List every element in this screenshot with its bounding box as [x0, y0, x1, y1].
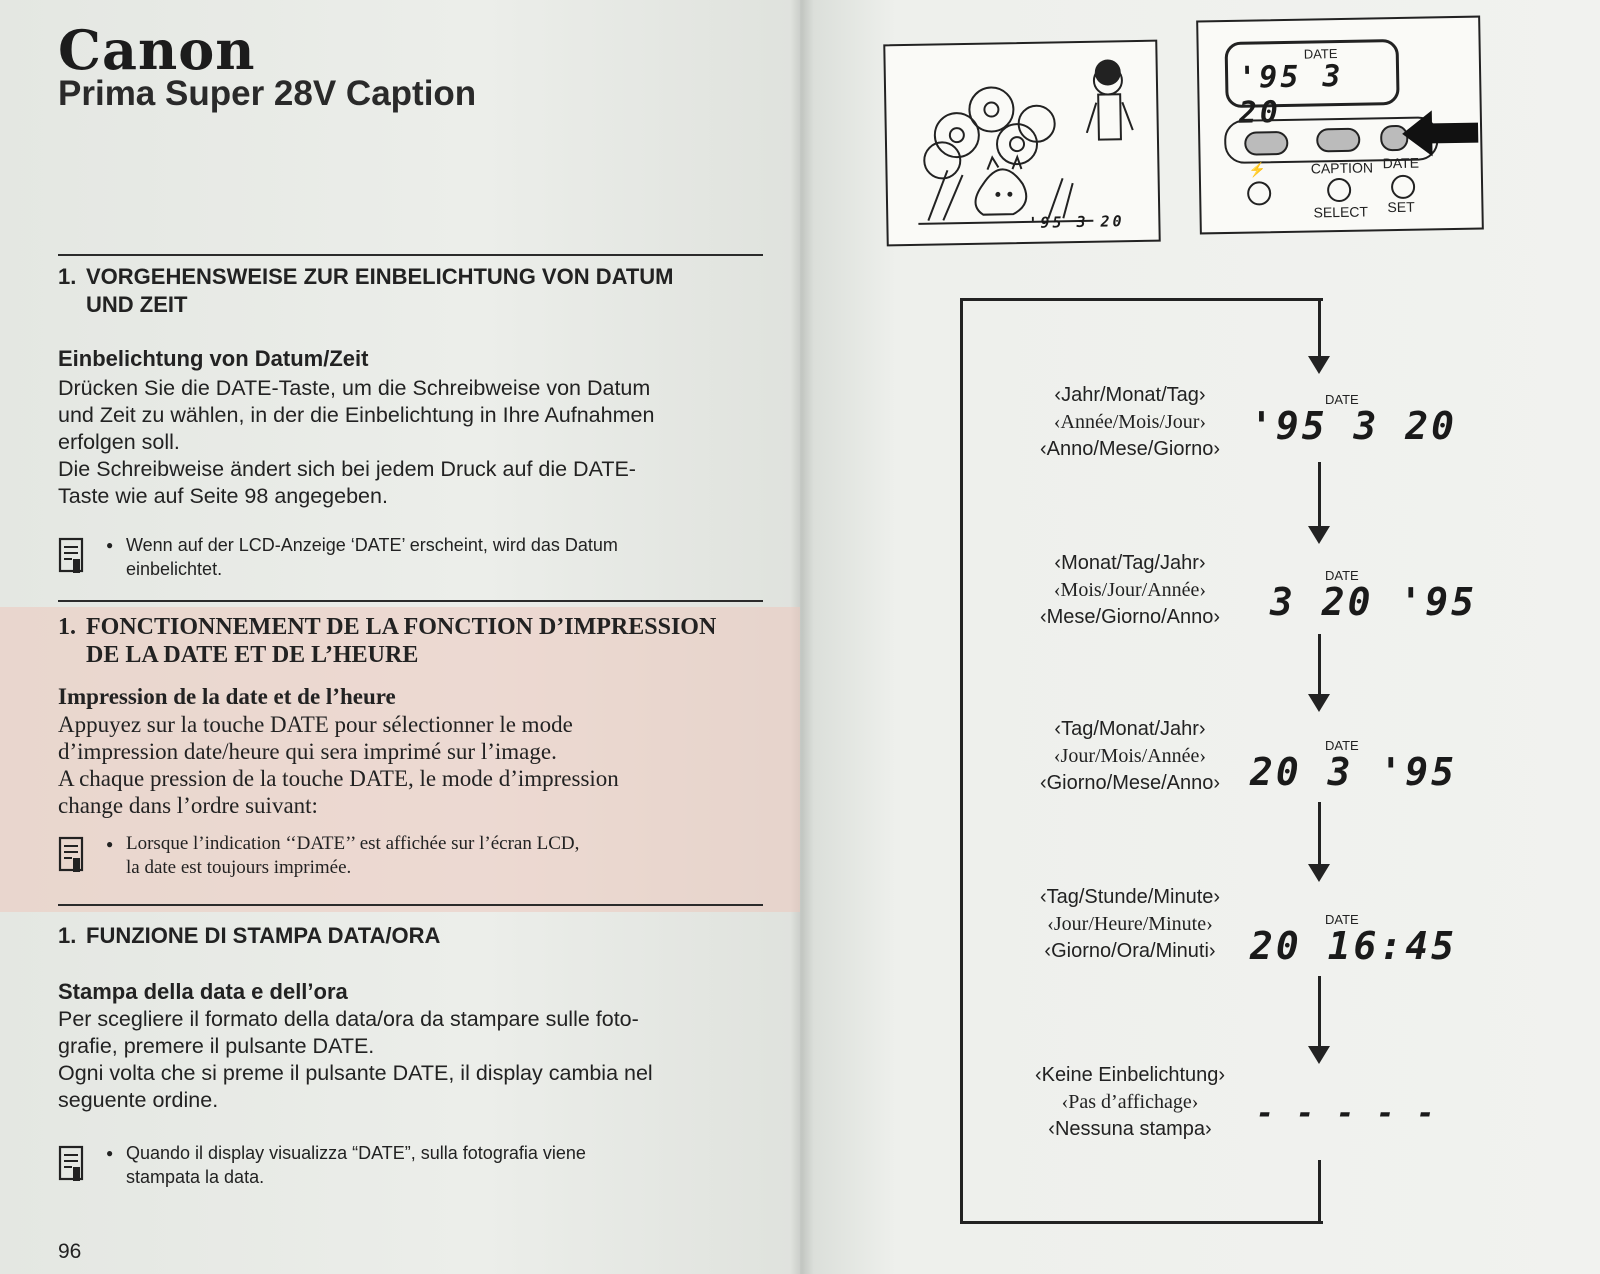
body-line: Taste wie auf Seite 98 angegeben.: [58, 484, 388, 508]
step-3-date-tag: DATE: [1325, 738, 1359, 753]
note-text: [126, 533, 746, 581]
body-line: Ogni volta che si preme il pulsante DATE, il display cambia nel: [58, 1061, 653, 1085]
date-label: DATE: [1382, 154, 1420, 172]
label-italian: ‹Giorno/Mese/Anno›: [1039, 772, 1221, 794]
note-line: ● Quando il display visualizza “DATE”, sulla fotografia viene: [126, 1143, 586, 1163]
note-line: stampata la data.: [126, 1167, 265, 1187]
label-french: ‹Jour/Mois/Année›: [1053, 745, 1207, 767]
label-french: ‹Mois/Jour/Année›: [1053, 579, 1207, 601]
flow-step-3-label: [1000, 716, 1260, 797]
note-line: einbelichtet.: [126, 559, 223, 579]
german-body: [58, 375, 748, 510]
body-line: Drücken Sie die DATE-Taste, um die Schreibweise von Datum: [58, 376, 651, 400]
flow-step-4-label: [1000, 884, 1260, 965]
body-line: Die Schreibweise ändert sich bei jedem Druck auf die DATE-: [58, 457, 636, 481]
self-timer-button[interactable]: [1247, 181, 1271, 205]
step-2-display: 3 20 '95: [1270, 580, 1478, 624]
body-line: Appuyez sur la touche DATE pour sélectionner le mode: [58, 712, 573, 737]
section-divider: [58, 254, 763, 256]
note-line: la date est toujours imprimée.: [126, 857, 352, 878]
body-line: grafie, premere il pulsante DATE.: [58, 1034, 375, 1058]
french-title-line1: FONCTIONNEMENT DE LA FONCTION D’IMPRESSION: [86, 614, 717, 640]
note-line: ● Lorsque l’indication ‘‘DATE’’ est affichée sur l’écran LCD,: [126, 833, 580, 854]
caption-label: CAPTION: [1310, 159, 1374, 177]
caption-button[interactable]: [1316, 128, 1360, 153]
body-line: und Zeit zu wählen, in der die Einbelichtung in Ihre Aufnahmen: [58, 403, 655, 427]
flow-arrow-head: [1308, 526, 1330, 544]
set-label: SET: [1387, 198, 1415, 216]
step-1-display: '95 3 20: [1250, 404, 1458, 448]
product-title: Prima Super 28V Caption: [58, 74, 477, 113]
select-button[interactable]: [1327, 178, 1351, 202]
memo-icon: [58, 836, 86, 879]
italian-section-title: [58, 922, 758, 950]
lcd-value: '95 3 20: [1237, 58, 1344, 131]
flow-arrow-head: [1308, 864, 1330, 882]
french-title-line2: DE LA DATE ET DE L’HEURE: [86, 642, 419, 668]
label-italian: ‹Mese/Giorno/Anno›: [1039, 606, 1221, 628]
step-4-display: 20 16:45: [1250, 924, 1458, 968]
section-number: 1.: [58, 264, 77, 289]
photo-date-imprint: '95 3 20: [1028, 212, 1125, 232]
note-text: [126, 1141, 746, 1189]
brand-logo: Canon: [58, 18, 256, 82]
pointing-arrow-icon: [1400, 108, 1481, 159]
body-line: A chaque pression de la touche DATE, le mode d’impression: [58, 766, 619, 791]
flow-arrow-line: [1318, 298, 1321, 358]
label-french: ‹Pas d’affichage›: [1061, 1091, 1199, 1113]
body-line: change dans l’ordre suivant:: [58, 793, 318, 818]
flow-arrow-head: [1308, 694, 1330, 712]
german-title-line2: UND ZEIT: [86, 292, 188, 317]
label-german: ‹Tag/Stunde/Minute›: [1039, 886, 1221, 908]
flow-arrow-line: [1318, 462, 1321, 528]
note-line: ● Wenn auf der LCD-Anzeige ‘DATE’ erscheint, wird das Datum: [126, 535, 618, 555]
section-divider: [58, 600, 763, 602]
memo-icon: [58, 537, 86, 580]
section-number: 1.: [58, 614, 76, 640]
german-subtitle: Einbelichtung von Datum/Zeit: [58, 346, 369, 371]
flow-return-line: [1318, 1160, 1321, 1221]
flow-arrow-line: [1318, 802, 1321, 866]
section-divider: [58, 904, 763, 906]
mode-button[interactable]: [1244, 131, 1288, 156]
photo-illustration: [883, 40, 1160, 247]
label-german: ‹Keine Einbelichtung›: [1034, 1064, 1226, 1086]
body-line: Per scegliere il formato della data/ora da stampare sulle foto-: [58, 1007, 639, 1031]
body-line: erfolgen soll.: [58, 430, 180, 454]
body-line: d’impression date/heure qui sera imprimé sur l’image.: [58, 739, 557, 764]
step-3-display: 20 3 '95: [1250, 750, 1458, 794]
memo-icon: [58, 1145, 86, 1188]
label-german: ‹Monat/Tag/Jahr›: [1054, 552, 1206, 574]
german-title-line1: VORGEHENSWEISE ZUR EINBELICHTUNG VON DATUM: [86, 264, 674, 289]
italian-subtitle: Stampa della data e dell’ora: [58, 979, 348, 1004]
flash-icon: ⚡: [1248, 161, 1267, 178]
flow-arrow-line: [1318, 976, 1321, 1048]
section-number: 1.: [58, 923, 77, 948]
italian-note: [58, 1141, 758, 1191]
set-button[interactable]: [1391, 175, 1415, 199]
german-note: [58, 533, 758, 583]
note-text: [126, 832, 746, 880]
label-french: ‹Jour/Heure/Minute›: [1047, 913, 1213, 935]
flow-step-1-label: [1000, 382, 1260, 463]
label-italian: ‹Giorno/Ora/Minuti›: [1044, 940, 1216, 962]
label-italian: ‹Anno/Mese/Giorno›: [1039, 438, 1221, 460]
label-french: ‹Année/Mois/Jour›: [1053, 411, 1207, 433]
french-section-title: [58, 613, 758, 669]
label-german: ‹Jahr/Monat/Tag›: [1054, 384, 1206, 406]
flow-arrow-head: [1308, 1046, 1330, 1064]
french-body: [58, 711, 748, 819]
flow-step-5-label: [1000, 1062, 1260, 1143]
french-subtitle: Impression de la date et de l’heure: [58, 684, 396, 709]
label-italian: ‹Nessuna stampa›: [1048, 1118, 1212, 1140]
label-german: ‹Tag/Monat/Jahr›: [1054, 718, 1206, 740]
french-note: [58, 832, 758, 882]
lcd-window: [1225, 39, 1400, 131]
step-2-date-tag: DATE: [1325, 568, 1359, 583]
body-line: seguente ordine.: [58, 1088, 219, 1112]
flow-arrow-head: [1308, 356, 1330, 374]
step-4-date-tag: DATE: [1325, 912, 1359, 927]
german-section-title: [58, 263, 758, 319]
select-label: SELECT: [1313, 203, 1369, 221]
step-1-date-tag: DATE: [1325, 392, 1359, 407]
italian-body: [58, 1006, 748, 1114]
lcd-date-tag: DATE: [1303, 46, 1338, 62]
flow-arrow-line: [1318, 634, 1321, 696]
page-number: 96: [58, 1240, 82, 1263]
italian-title-line1: FUNZIONE DI STAMPA DATA/ORA: [86, 923, 441, 948]
flow-step-2-label: [1000, 550, 1260, 631]
step-5-display: - - - - -: [1256, 1096, 1437, 1131]
camera-control-panel: [1196, 16, 1484, 235]
